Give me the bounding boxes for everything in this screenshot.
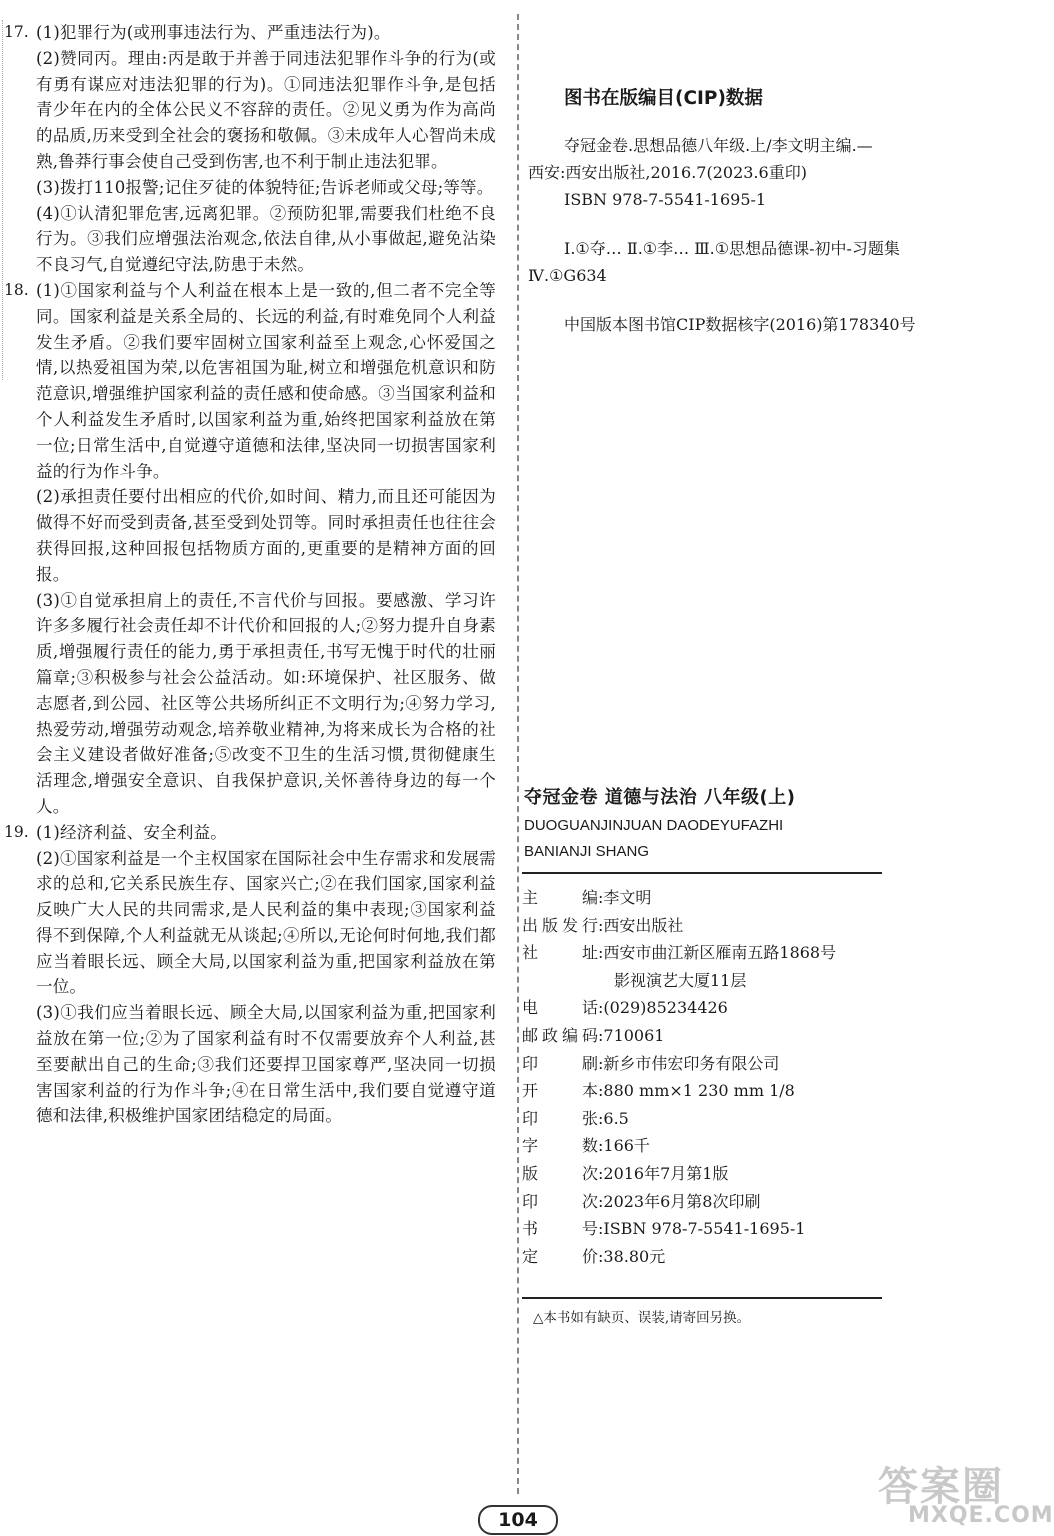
- colophon-value: 新乡市伟宏印务有限公司: [603, 1053, 780, 1073]
- colophon-row: [522, 939, 902, 967]
- watermark-logo: 答案圈: [878, 1464, 1004, 1510]
- question-number: 17.: [4, 23, 29, 41]
- colophon-key: 邮 政 编 码: [522, 1025, 598, 1045]
- colophon-key: 书 号: [522, 1219, 598, 1239]
- margin-dots: [2, 20, 3, 380]
- colophon-row: [522, 1160, 902, 1188]
- colophon-value: 38.80元: [603, 1246, 666, 1266]
- answer-column: [4, 20, 496, 1129]
- colophon-key: 定 价: [522, 1246, 598, 1266]
- colophon-colon: :: [598, 1163, 604, 1183]
- cip-isbn: ISBN 978-7-5541-1695-1: [564, 190, 767, 209]
- colophon-colon: :: [598, 998, 604, 1018]
- colophon-value: (029)85234426: [603, 998, 728, 1018]
- cip-title: 图书在版编目(CIP)数据: [564, 88, 763, 109]
- colophon-key: 版 次: [522, 1163, 598, 1183]
- answer-paragraph: (1)犯罪行为(或刑事违法行为、严重违法行为)。: [36, 23, 391, 42]
- colophon-value: 西安出版社: [603, 915, 684, 935]
- colophon-value: 710061: [603, 1025, 665, 1045]
- colophon-row: [522, 967, 902, 995]
- question-number: 19.: [4, 822, 29, 841]
- colophon-value: 西安市曲江新区雁南五路1868号: [603, 943, 837, 963]
- colophon-row: [522, 1022, 902, 1050]
- divider-line: [522, 1297, 882, 1299]
- cip-classification: Ⅳ.①G634: [528, 266, 607, 285]
- cip-block: [528, 84, 1008, 338]
- question-18: [4, 278, 496, 820]
- cip-classification: Ⅰ.①夺… Ⅱ.①李… Ⅲ.①思想品德课-初中-习题集: [564, 239, 900, 258]
- colophon-colon: :: [598, 1136, 604, 1156]
- colophon-row: [522, 1050, 902, 1078]
- colophon-row: [522, 884, 902, 912]
- colophon: [522, 884, 902, 1270]
- colophon-colon: :: [598, 1191, 604, 1211]
- question-17: [4, 20, 496, 278]
- colophon-row: [522, 1188, 902, 1216]
- colophon-colon: :: [598, 1053, 604, 1073]
- watermark-url: MXQE.COM: [908, 1503, 1054, 1528]
- answer-paragraph: (2)①国家利益是一个主权国家在国际社会中生存需求和发展需求的总和,它关系民族生存、国家兴亡;②在我们国家,国家利益反映广大人民的共同需求,是人民利益的集中表现;③国家利益得不到保障,个人利益就无从谈起;④所以,无论何时何地,我们都应当着眼长远、顾全大局,以国家利益为重,把国家利益放在第一位。: [36, 848, 496, 997]
- answer-paragraph: (4)①认清犯罪危害,远离犯罪。②预防犯罪,需要我们杜绝不良行为。③我们应增强法治观念,依法自律,从小事做起,避免沾染不良习气,自觉遵纪守法,防患于未然。: [36, 203, 496, 275]
- colophon-key: 开 本: [522, 1081, 598, 1101]
- colophon-row: [522, 1105, 902, 1133]
- column-divider: [517, 14, 519, 1494]
- answer-paragraph: (3)①我们应当着眼长远、顾全大局,以国家利益为重,把国家利益放在第一位;②为了国家利益有时不仅需要放弃个人利益,甚至要献出自己的生命;③我们还要捍卫国家尊严,坚决同一切损害国家利益的行为作斗争;④在日常生活中,我们要自觉遵守道德和法律,积极维护国家团结稳定的局面。: [36, 1003, 496, 1126]
- answer-paragraph: (3)拨打110报警;记住歹徒的体貌特征;告诉老师或父母;等等。: [36, 177, 494, 197]
- colophon-colon: :: [598, 888, 604, 907]
- page-number: 104: [478, 1505, 558, 1535]
- colophon-colon: :: [598, 1108, 604, 1128]
- colophon-value: 880 mm×1 230 mm 1/8: [603, 1081, 795, 1101]
- colophon-colon: :: [598, 943, 604, 963]
- colophon-key: 印 张: [522, 1108, 598, 1128]
- colophon-colon: :: [598, 1219, 604, 1239]
- divider-line: [522, 872, 882, 874]
- answer-paragraph: (2)承担责任要付出相应的代价,如时间、精力,而且还可能因为做得不好而受到责备,甚至受到处罚等。同时承担责任也往往会获得回报,这种回报包括物质方面的,更重要的是精神方面的回报。: [36, 487, 496, 584]
- colophon-colon: :: [598, 1246, 604, 1266]
- colophon-row: [522, 1243, 902, 1271]
- colophon-value: 6.5: [603, 1108, 629, 1128]
- colophon-row: [522, 912, 902, 940]
- colophon-row: [522, 1215, 902, 1243]
- colophon-value: ISBN 978-7-5541-1695-1: [603, 1219, 806, 1239]
- colophon-value: 2023年6月第8次印刷: [603, 1191, 761, 1211]
- cip-record-number: 中国版本图书馆CIP数据核字(2016)第178340号: [564, 315, 916, 334]
- colophon-colon: :: [598, 1025, 604, 1045]
- colophon-colon: :: [598, 915, 604, 935]
- colophon-key: 电 话: [522, 998, 598, 1018]
- colophon-key: 社 址: [522, 943, 598, 963]
- answer-paragraph: (1)①国家利益与个人利益在根本上是一致的,但二者不完全等同。国家利益是关系全局的、长远的利益,有时难免同个人利益发生矛盾。②我们要牢固树立国家利益至上观念,心怀爱国之情,以热爱祖国为荣,以危害祖国为耻,树立和增强危机意识和防范意识,增强维护国家利益的责任感和使命感。③当国家利益和个人利益发生矛盾时,以国家利益为重,始终把国家利益放在第一位;日常生活中,自觉遵守道德和法律,坚决同一切损害国家利益的行为作斗争。: [36, 280, 496, 481]
- colophon-key: [522, 967, 598, 995]
- colophon-key: 字 数: [522, 1136, 598, 1156]
- cip-line: 西安:西安出版社,2016.7(2023.6重印): [528, 163, 807, 182]
- answer-paragraph: (3)①自觉承担肩上的责任,不言代价与回报。要感激、学习许许多多履行社会责任却不计代价和回报的人;②努力提升自身素质,增强履行责任的能力,勇于承担责任,书写无愧于时代的壮丽篇章;③积极参与社会公益活动。如:环境保护、社区服务、做志愿者,到公园、社区等公共场所纠正不文明行为;④努力学习,热爱劳动,增强劳动观念,培养敬业精神,为将来成长为合格的社会主义建设者做好准备;⑤改变不卫生的生活习惯,贯彻健康生活理念,增强安全意识、自我保护意识,关怀善待身边的每一个人。: [36, 590, 496, 816]
- colophon-value: 李文明: [603, 888, 652, 907]
- book-title-pinyin: DUOGUANJINJUAN DAODEYUFAZHI: [524, 817, 784, 834]
- replacement-note: △本书如有缺页、误装,请寄回另换。: [533, 1310, 751, 1326]
- question-19: [4, 820, 496, 1130]
- book-title: 夺冠金卷 道德与法治 八年级(上): [524, 787, 796, 808]
- colophon-key: 主 编: [522, 888, 598, 907]
- colophon-key: 印 刷: [522, 1053, 598, 1073]
- colophon-value: 166千: [603, 1136, 650, 1156]
- colophon-key: 出 版 发 行: [522, 915, 598, 935]
- colophon-colon: :: [598, 1081, 604, 1101]
- colophon-key: 印 次: [522, 1191, 598, 1211]
- answer-paragraph: (2)赞同丙。理由:丙是敢于并善于同违法犯罪作斗争的行为(或有勇有谋应对违法犯罪的行为)。①同违法犯罪作斗争,是包括青少年在内的全体公民义不容辞的责任。②见义勇为作为高尚的品质,历来受到全社会的褒扬和敬佩。③未成年人心智尚未成熟,鲁莽行事会使自己受到伤害,也不利于制止违法犯罪。: [36, 48, 496, 171]
- colophon-row: [522, 994, 902, 1022]
- colophon-row: [522, 1077, 902, 1105]
- colophon-value: 影视演艺大厦11层: [614, 970, 747, 990]
- book-title-pinyin: BANIANJI SHANG: [524, 843, 650, 860]
- question-number: 18.: [4, 280, 29, 299]
- answer-paragraph: (1)经济利益、安全利益。: [36, 822, 227, 842]
- cip-line: 夺冠金卷.思想品德八年级.上/李文明主编.—: [564, 136, 873, 155]
- colophon-value: 2016年7月第1版: [603, 1163, 729, 1183]
- colophon-row: [522, 1132, 902, 1160]
